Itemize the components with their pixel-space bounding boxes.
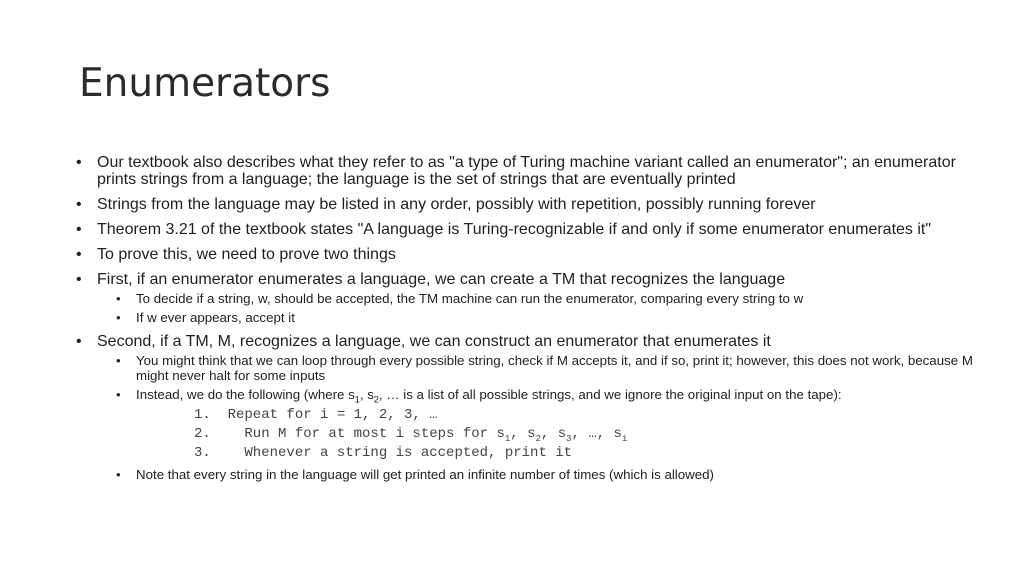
bullet-text: Second, if a TM, M, recognizes a language, we can construct an enumerator that enumerates it [97, 333, 771, 350]
bullet-dot-icon: • [116, 387, 121, 402]
sub-bullet-text [136, 387, 842, 405]
subscript: 2 [373, 394, 379, 405]
sub-bullet-item [97, 291, 976, 306]
code-segment: 2. Run M for at most i steps for s [194, 426, 505, 442]
pseudocode-block [136, 406, 976, 463]
code-segment: , s [510, 426, 536, 442]
bullet-item [76, 221, 976, 238]
bullet-dot-icon: • [76, 196, 82, 213]
bullet-dot-icon: • [116, 291, 121, 306]
code-segment: , s [540, 426, 567, 442]
bullet-dot-icon: • [116, 310, 121, 325]
subscript: 2 [535, 433, 541, 444]
bullet-dot-icon: • [76, 246, 82, 263]
text-segment: Instead, we do the following (where s [136, 387, 355, 402]
bullet-dot-icon: • [116, 353, 121, 368]
subscript: 1 [504, 433, 511, 444]
sub-bullet-text: You might think that we can loop through every possible string, check if M accepts it, and if so, print it; however, this does not work, because M might never halt for some inputs [136, 353, 973, 383]
bullet-dot-icon: • [116, 467, 121, 482]
pseudocode-line [136, 425, 976, 444]
sub-bullet-item [97, 467, 976, 482]
bullet-dot-icon: • [76, 154, 82, 171]
bullet-dot-icon: • [76, 271, 82, 288]
bullet-item [76, 271, 976, 325]
bullet-dot-icon: • [76, 221, 82, 238]
sub-bullet-list [97, 353, 976, 482]
code-segment: , …, s [571, 426, 622, 442]
subscript: 3 [566, 433, 572, 444]
sub-bullet-text: If w ever appears, accept it [136, 310, 295, 325]
bullet-list [76, 154, 976, 482]
bullet-text: Our textbook also describes what they refer to as "a type of Turing machine variant called an enumerator"; an enumerator prints strings from a language; the language is the set of strings that are eventually printed [97, 154, 956, 188]
slide-title: Enumerators [79, 61, 331, 106]
sub-bullet-item [97, 387, 976, 463]
bullet-text: Theorem 3.21 of the textbook states "A language is Turing-recognizable if and only if some enumerator enumerates it" [97, 221, 932, 238]
sub-bullet-text: Note that every string in the language will get printed an infinite number of times (which is allowed) [136, 467, 714, 482]
sub-bullet-list [97, 291, 976, 325]
subscript: 1 [354, 394, 360, 405]
sub-bullet-item [97, 310, 976, 325]
text-segment: , … is a list of all possible strings, and we ignore the original input on the tape): [378, 387, 842, 402]
bullet-item [76, 154, 976, 188]
text-segment: , s [359, 387, 374, 402]
bullet-text: First, if an enumerator enumerates a language, we can create a TM that recognizes the language [97, 271, 786, 288]
sub-bullet-item [97, 353, 976, 383]
pseudocode-line: 3. Whenever a string is accepted, print it [194, 445, 573, 461]
bullet-dot-icon: • [76, 333, 82, 350]
bullet-item [76, 333, 976, 482]
subscript: i [621, 433, 628, 444]
slide-content [76, 154, 976, 490]
bullet-text: Strings from the language may be listed in any order, possibly with repetition, possibly running forever [97, 196, 816, 213]
bullet-item [76, 196, 976, 213]
bullet-item [76, 246, 976, 263]
bullet-text: To prove this, we need to prove two things [97, 246, 396, 263]
sub-bullet-text: To decide if a string, w, should be accepted, the TM machine can run the enumerator, comparing every string to w [136, 291, 804, 306]
pseudocode-line: 1. Repeat for i = 1, 2, 3, … [194, 407, 438, 423]
